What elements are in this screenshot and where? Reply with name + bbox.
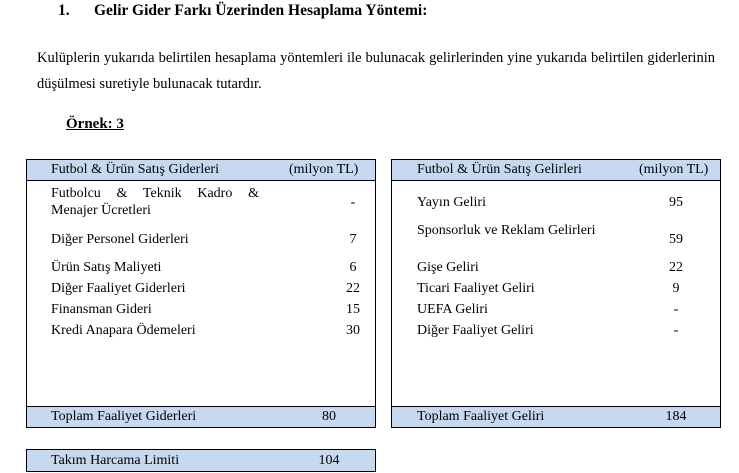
example-label: Örnek: 3 xyxy=(66,116,124,132)
expense-value: 15 xyxy=(346,302,360,317)
spending-limit-value: 104 xyxy=(318,453,340,468)
expenses-header xyxy=(27,160,375,181)
section-title: Gelir Gider Farkı Üzerinden Hesaplama Yöntemi: xyxy=(94,2,428,19)
expenses-total-label: Toplam Faaliyet Giderleri xyxy=(51,409,197,424)
income-value: - xyxy=(673,323,679,338)
expenses-total-value: 80 xyxy=(322,409,336,424)
income-total-value: 184 xyxy=(665,409,687,424)
description-paragraph: Kulüplerin yukarıda belirtilen hesaplama yöntemleri ile bulunacak gelirlerinden yine yukarıda belirtilen giderlerinin düşülmesi suretiyle bulunacak tutardır. xyxy=(37,50,715,92)
expense-label: Diğer Faaliyet Giderleri xyxy=(51,281,186,296)
expense-row xyxy=(51,185,371,219)
expenses-total-row xyxy=(27,406,375,427)
income-label: Gişe Geliri xyxy=(417,260,479,275)
expense-label: Kredi Anapara Ödemeleri xyxy=(51,323,196,338)
income-row xyxy=(417,194,717,211)
expense-label: Futbolcu & Teknik Kadro & Menajer Ücretleri xyxy=(51,186,259,218)
income-value: 59 xyxy=(669,232,683,247)
expense-label: Finansman Gideri xyxy=(51,302,152,317)
income-value: 9 xyxy=(672,281,680,296)
income-total-label: Toplam Faaliyet Geliri xyxy=(417,409,545,424)
income-header-label: Futbol & Ürün Satış Gelirleri xyxy=(417,162,582,177)
income-row xyxy=(417,259,717,276)
expense-value: 22 xyxy=(346,281,360,296)
income-label: Ticari Faaliyet Geliri xyxy=(417,281,535,296)
spending-limit-row xyxy=(26,449,376,472)
income-label: Diğer Faaliyet Geliri xyxy=(417,323,534,338)
income-value: - xyxy=(673,302,679,317)
income-row xyxy=(417,322,717,339)
expense-value: - xyxy=(350,195,356,210)
income-header-unit: (milyon TL) xyxy=(639,162,709,177)
section-number: 1. xyxy=(58,2,70,19)
expense-label: Diğer Personel Giderleri xyxy=(51,232,189,247)
expense-row xyxy=(51,231,371,248)
income-label: UEFA Geliri xyxy=(417,302,488,317)
expenses-table xyxy=(26,159,376,428)
expense-row xyxy=(51,280,371,297)
income-value: 22 xyxy=(669,260,683,275)
expenses-header-unit: (milyon TL) xyxy=(289,162,359,177)
expense-label: Ürün Satış Maliyeti xyxy=(51,260,162,275)
income-table xyxy=(391,159,721,428)
section-heading xyxy=(58,2,427,20)
expense-value: 7 xyxy=(349,232,357,247)
expense-value: 6 xyxy=(349,260,357,275)
income-row xyxy=(417,280,717,297)
expense-row xyxy=(51,322,371,339)
income-row xyxy=(417,301,717,318)
spending-limit-label: Takım Harcama Limiti xyxy=(51,453,180,468)
income-label: Yayın Geliri xyxy=(417,195,486,210)
income-value: 95 xyxy=(669,195,683,210)
expense-row xyxy=(51,259,371,276)
income-total-row xyxy=(392,406,720,427)
expenses-header-label: Futbol & Ürün Satış Giderleri xyxy=(51,162,219,177)
expense-row xyxy=(51,301,371,318)
income-row xyxy=(417,222,717,256)
income-label: Sponsorluk ve Reklam Gelirleri xyxy=(417,223,596,238)
expense-value: 30 xyxy=(346,323,360,338)
income-header xyxy=(392,160,720,181)
